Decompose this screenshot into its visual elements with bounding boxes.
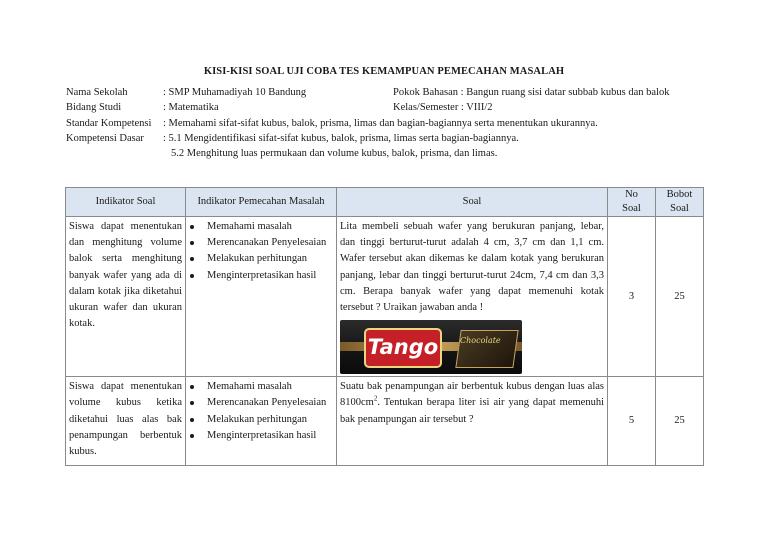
header-no [608,188,656,217]
field-value: : Matematika [163,102,219,114]
table-row [66,217,704,377]
step-label: Merencanakan Penyelesaian [207,237,327,249]
soal-cell [337,217,608,377]
steps-list [189,219,333,284]
step-label: Memahami masalah [207,381,292,393]
header-no-line2: Soal [622,203,641,214]
school-value: : SMP Muhamadiyah 10 Bandung [163,87,307,98]
field-label: Bidang Studi [66,102,122,114]
table-row [66,377,704,466]
bobot-cell: 25 [656,217,704,377]
class-value: Kelas/Semester : VIII/2 [393,102,493,114]
header-indikator: Indikator Soal [66,188,186,217]
list-item [189,268,333,284]
topic-value: Pokok Bahasan : Bangun ruang sisi datar subbab kubus dan balok [393,87,670,98]
steps-cell [186,377,337,466]
soal-text: Lita membeli sebuah wafer yang berukuran panjang, lebar, dan tinggi berturut-turut adalah 4 cm, 3,7 cm dan 1,1 cm. Wafer tersebut akan dikemas ke dalam kotak yang berukuran panjang, lebar dan tinggi berturut-turut 24cm, 7,4 cm dan 3,3 cm. Berapa banyak wafer yang dapat memenuhi kotak tersebut ? Uraikan jawaban anda ! [340,221,604,314]
list-item [189,428,333,444]
blueprint-table [65,187,704,466]
bullet-icon [190,418,194,422]
header-pemecahan: Indikator Pemecahan Masalah [186,188,337,217]
bullet-icon [190,241,194,245]
bullet-icon [190,434,194,438]
step-label: Menginterpretasikan hasil [207,429,317,441]
step-label: Melakukan perhitungan [207,413,308,425]
bobot-cell: 25 [656,377,704,466]
soal-cell [337,377,608,466]
sk-label: Standar Kompetensi [66,117,152,129]
step-label: Melakukan perhitungan [207,253,308,265]
bullet-icon [190,385,194,389]
header-bobot [656,188,704,217]
wafer-brand-logo: Tango [364,328,442,368]
soal-text-part2: . Tentukan berapa liter isi air yang dapat memenuhi bak penampungan air tersebut ? [340,397,604,425]
sk-value: : Memahami sifat-sifat kubus, balok, prisma, limas dan bagian-bagiannya serta menentukan ukurannya. [163,117,598,129]
steps-list [189,379,333,444]
no-soal-cell: 3 [608,217,656,377]
list-item [189,251,333,267]
wafer-product-image [340,320,522,374]
indikator-cell: Siswa dapat menentukan volume kubus ketika diketahui luas alas bak penampungan berbentuk kubus. [66,377,186,466]
table-header-row [66,188,704,217]
soal-text-part1: Suatu bak penampungan air berbentuk kubus dengan luas alas 8100cm [340,381,604,409]
header-soal: Soal [337,188,608,217]
bullet-icon [190,257,194,261]
list-item [189,235,333,251]
no-soal-cell: 5 [608,377,656,466]
kd-value-2: 5.2 Menghitung luas permukaan dan volume kubus, balok, prisma, dan limas. [171,148,498,160]
wafer-variant-label: Chocolate [460,336,501,346]
soal-superscript: 2 [373,394,378,403]
document-title: KISI-KISI SOAL UJI COBA TES KEMAMPUAN PEMECAHAN MASALAH [203,66,565,77]
indikator-cell: Siswa dapat menentukan dan menghitung volume balok serta menghitung banyak wafer yang ada di dalam kotak jika diketahui ukuran wafer dan ukuran kotak. [66,217,186,377]
kd-label: Kompetensi Dasar [66,132,144,144]
list-item [189,395,333,411]
steps-cell [186,217,337,377]
list-item [189,412,333,428]
header-bobot-line2: Soal [670,203,689,214]
step-label: Merencanakan Penyelesaian [207,397,327,409]
list-item [189,379,333,395]
bullet-icon [190,401,194,405]
bullet-icon [190,225,194,229]
kd-value-1: : 5.1 Mengidentifikasi sifat-sifat kubus, balok, prisma, limas serta bagian-bagiannya. [163,132,519,144]
school-label: Nama Sekolah [66,87,128,98]
step-label: Menginterpretasikan hasil [207,269,317,281]
bullet-icon [190,274,194,278]
header-no-line1: No [625,189,638,200]
list-item [189,219,333,235]
header-bobot-line1: Bobot [666,189,693,200]
step-label: Memahami masalah [207,221,292,232]
